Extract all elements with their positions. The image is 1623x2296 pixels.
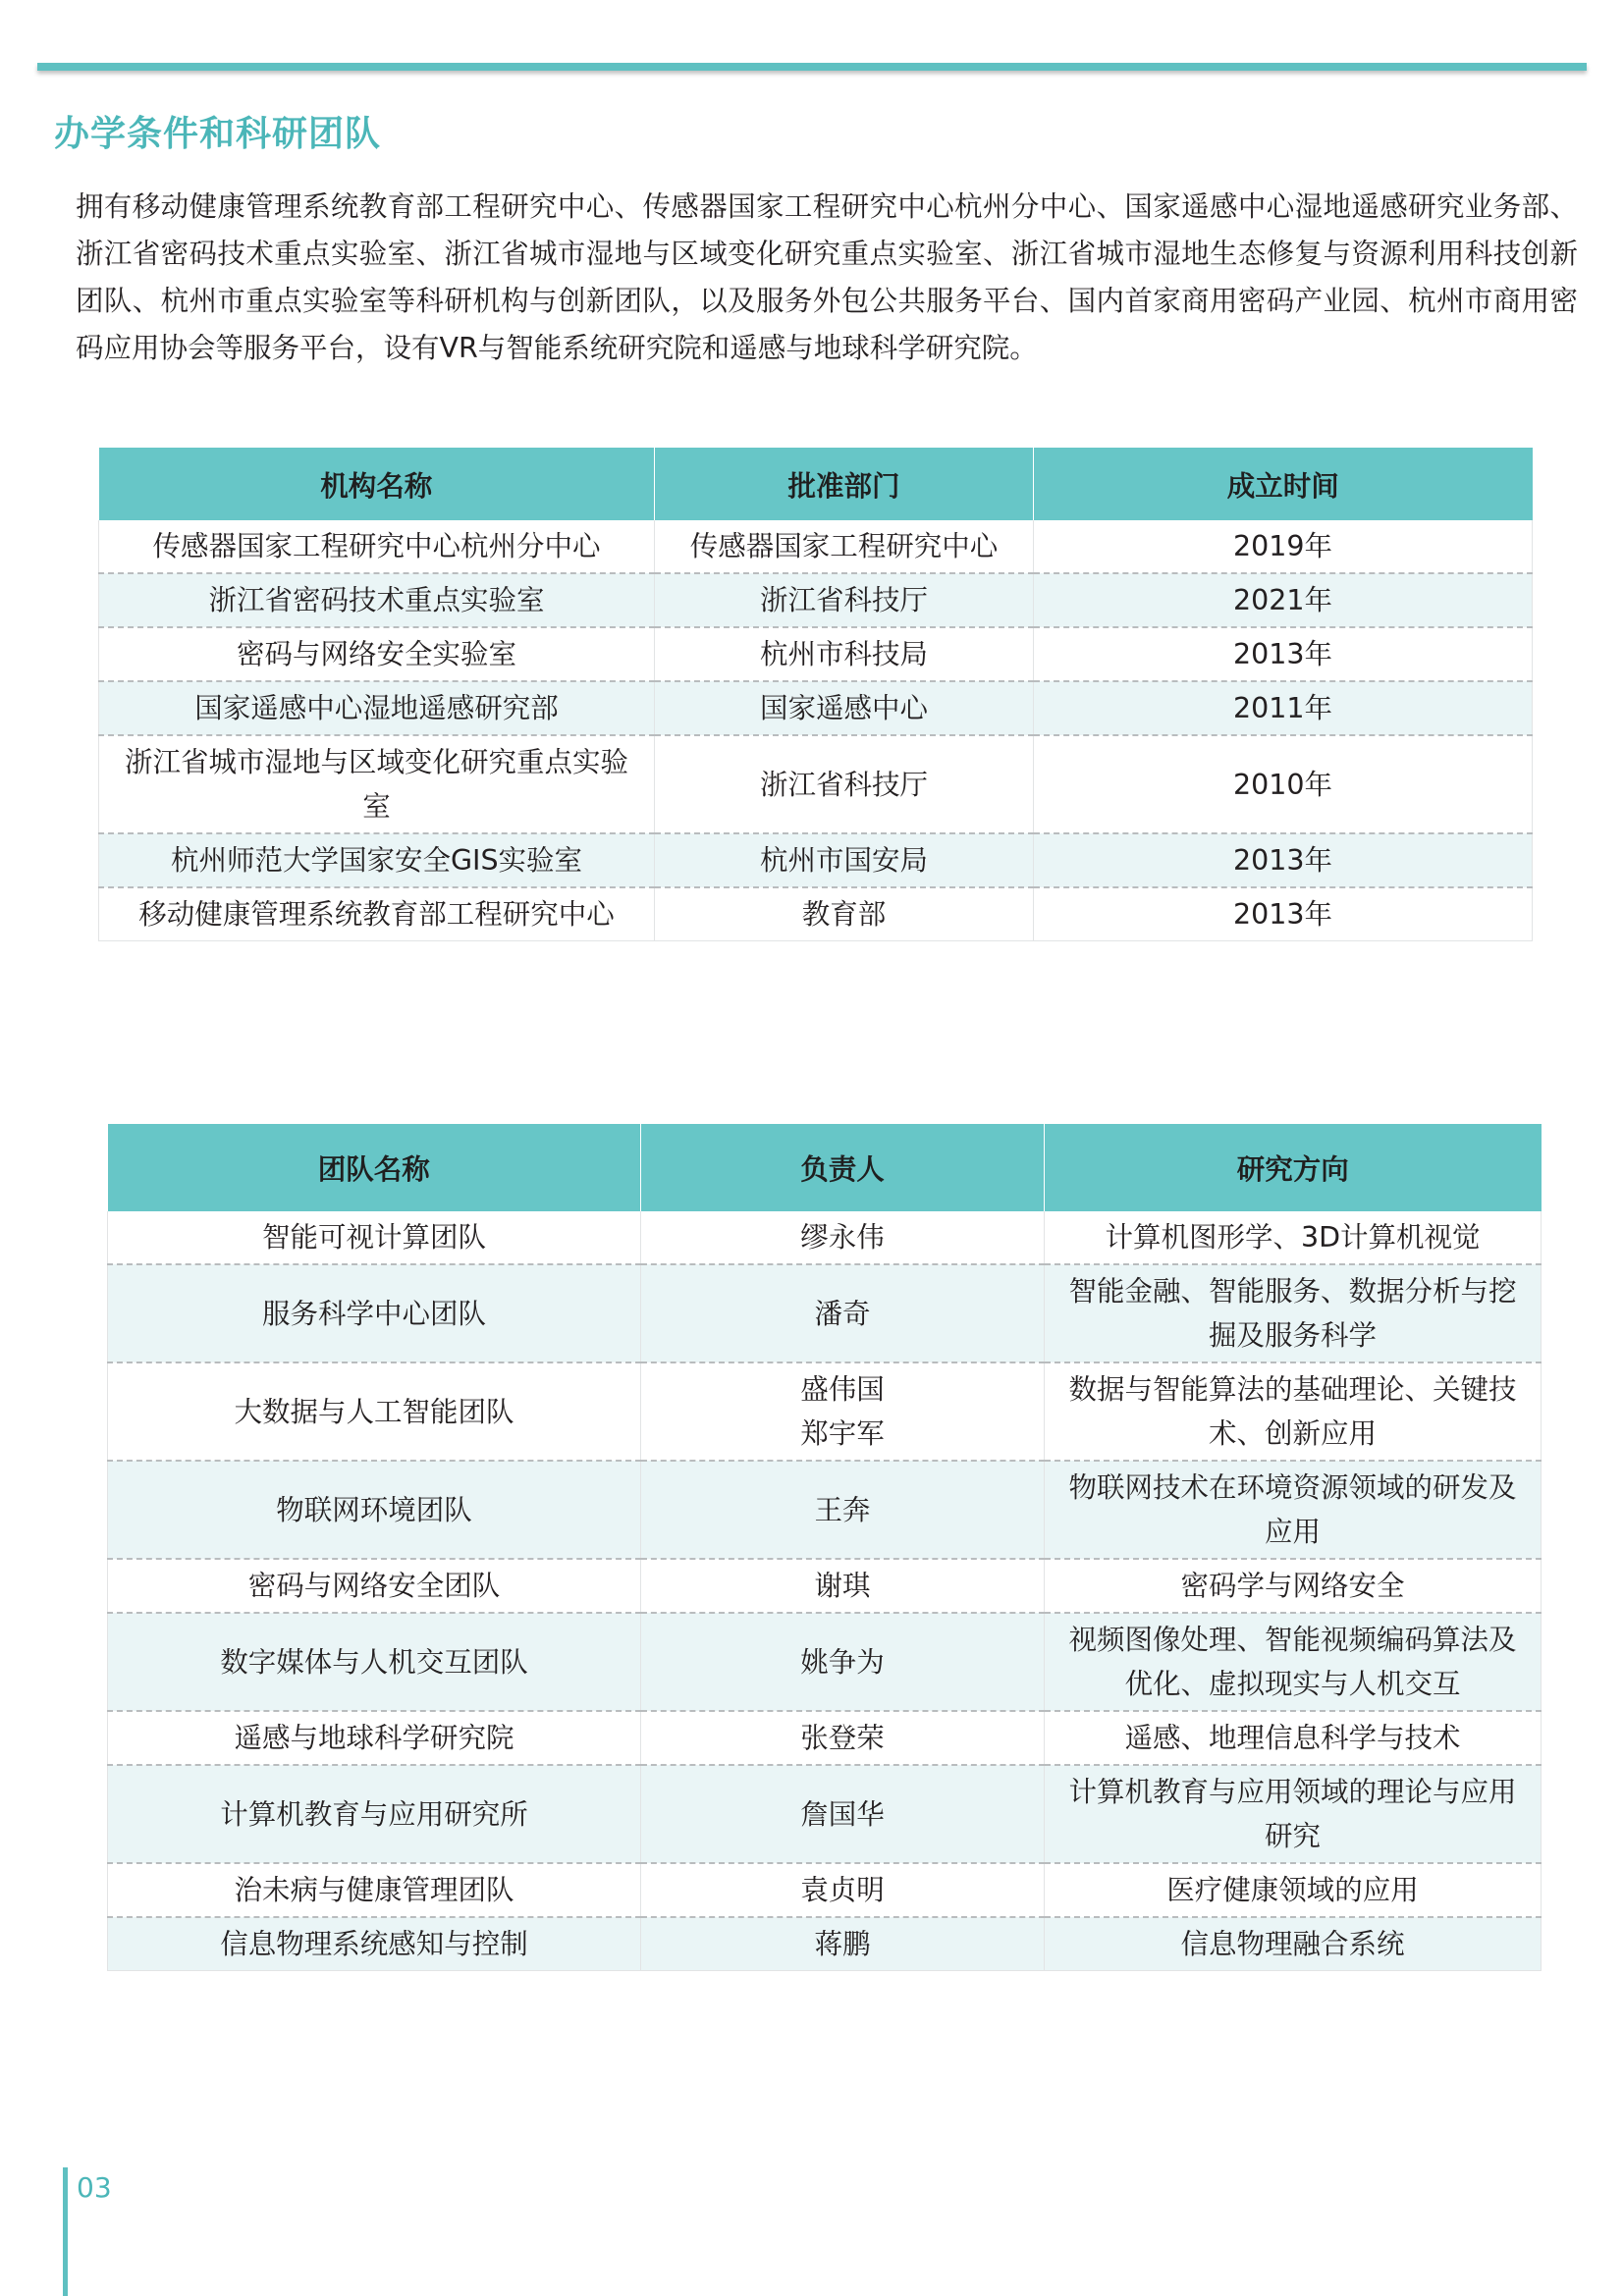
research-direction: 医疗健康领域的应用 [1045, 1863, 1542, 1917]
table-row [108, 1863, 1542, 1917]
table-header-row [108, 1124, 1542, 1211]
approving-department: 浙江省科技厅 [655, 735, 1034, 833]
column-header: 研究方向 [1045, 1124, 1542, 1211]
column-header: 成立时间 [1034, 448, 1533, 520]
table-row [99, 887, 1533, 941]
research-direction: 遥感、地理信息科学与技术 [1045, 1711, 1542, 1765]
team-leader: 张登荣 [641, 1711, 1045, 1765]
team-leader: 蒋鹏 [641, 1917, 1045, 1971]
team-name: 信息物理系统感知与控制 [108, 1917, 641, 1971]
table-row [108, 1211, 1542, 1264]
approving-department: 传感器国家工程研究中心 [655, 520, 1034, 573]
research-direction: 计算机教育与应用领域的理论与应用研究 [1045, 1765, 1542, 1863]
approving-department: 杭州市国安局 [655, 833, 1034, 887]
research-direction: 智能金融、智能服务、数据分析与挖掘及服务科学 [1045, 1264, 1542, 1362]
section-title: 办学条件和科研团队 [54, 114, 382, 154]
team-name: 计算机教育与应用研究所 [108, 1765, 641, 1863]
team-name: 大数据与人工智能团队 [108, 1362, 641, 1461]
approving-department: 浙江省科技厅 [655, 573, 1034, 627]
founded-year: 2021年 [1034, 573, 1533, 627]
institution-name: 密码与网络安全实验室 [99, 627, 655, 681]
table-row [99, 681, 1533, 735]
team-leader: 袁贞明 [641, 1863, 1045, 1917]
research-direction: 计算机图形学、3D计算机视觉 [1045, 1211, 1542, 1264]
team-name: 数字媒体与人机交互团队 [108, 1613, 641, 1711]
table-row [99, 520, 1533, 573]
table-row [108, 1613, 1542, 1711]
top-rule [37, 63, 1587, 71]
team-name: 智能可视计算团队 [108, 1211, 641, 1264]
founded-year: 2013年 [1034, 627, 1533, 681]
teams-table [107, 1124, 1542, 1971]
institutions-table [98, 448, 1533, 941]
table-header-row [99, 448, 1533, 520]
page-number: 03 [77, 2171, 112, 2204]
approving-department: 杭州市科技局 [655, 627, 1034, 681]
founded-year: 2010年 [1034, 735, 1533, 833]
institution-name: 浙江省城市湿地与区域变化研究重点实验室 [99, 735, 655, 833]
approving-department: 教育部 [655, 887, 1034, 941]
team-leader: 詹国华 [641, 1765, 1045, 1863]
founded-year: 2013年 [1034, 833, 1533, 887]
approving-department: 国家遥感中心 [655, 681, 1034, 735]
table-row [99, 833, 1533, 887]
research-direction: 物联网技术在环境资源领域的研发及应用 [1045, 1461, 1542, 1559]
team-leader: 王奔 [641, 1461, 1045, 1559]
team-leader: 盛伟国 郑宇军 [641, 1362, 1045, 1461]
research-direction: 数据与智能算法的基础理论、关键技术、创新应用 [1045, 1362, 1542, 1461]
institution-name: 移动健康管理系统教育部工程研究中心 [99, 887, 655, 941]
research-direction: 视频图像处理、智能视频编码算法及优化、虚拟现实与人机交互 [1045, 1613, 1542, 1711]
page-number-bar [63, 2167, 68, 2296]
team-name: 治未病与健康管理团队 [108, 1863, 641, 1917]
table-row [99, 735, 1533, 833]
table-row [108, 1917, 1542, 1971]
institution-name: 浙江省密码技术重点实验室 [99, 573, 655, 627]
research-direction: 信息物理融合系统 [1045, 1917, 1542, 1971]
team-name: 服务科学中心团队 [108, 1264, 641, 1362]
team-name: 密码与网络安全团队 [108, 1559, 641, 1613]
institution-name: 国家遥感中心湿地遥感研究部 [99, 681, 655, 735]
intro-paragraph: 拥有移动健康管理系统教育部工程研究中心、传感器国家工程研究中心杭州分中心、国家遥感中心湿地遥感研究业务部、浙江省密码技术重点实验室、浙江省城市湿地与区域变化研究重点实验室、浙江省城市湿地生态修复与资源利用科技创新团队、杭州市重点实验室等科研机构与创新团队，以及服务外包公共服务平台、国内首家商用密码产业园、杭州市商用密码应用协会等服务平台，设有VR与智能系统研究院和遥感与地球科学研究院。 [76, 190, 1578, 364]
table-row [99, 573, 1533, 627]
founded-year: 2019年 [1034, 520, 1533, 573]
table-row [108, 1264, 1542, 1362]
column-header: 团队名称 [108, 1124, 641, 1211]
founded-year: 2013年 [1034, 887, 1533, 941]
institution-name: 杭州师范大学国家安全GIS实验室 [99, 833, 655, 887]
team-name: 物联网环境团队 [108, 1461, 641, 1559]
institution-name: 传感器国家工程研究中心杭州分中心 [99, 520, 655, 573]
column-header: 负责人 [641, 1124, 1045, 1211]
team-leader: 谢琪 [641, 1559, 1045, 1613]
team-leader: 姚争为 [641, 1613, 1045, 1711]
table-row [108, 1461, 1542, 1559]
table-row [99, 627, 1533, 681]
table-row [108, 1765, 1542, 1863]
table-row [108, 1711, 1542, 1765]
column-header: 机构名称 [99, 448, 655, 520]
team-name: 遥感与地球科学研究院 [108, 1711, 641, 1765]
founded-year: 2011年 [1034, 681, 1533, 735]
table-row [108, 1362, 1542, 1461]
column-header: 批准部门 [655, 448, 1034, 520]
table-row [108, 1559, 1542, 1613]
research-direction: 密码学与网络安全 [1045, 1559, 1542, 1613]
team-leader: 缪永伟 [641, 1211, 1045, 1264]
team-leader: 潘奇 [641, 1264, 1045, 1362]
